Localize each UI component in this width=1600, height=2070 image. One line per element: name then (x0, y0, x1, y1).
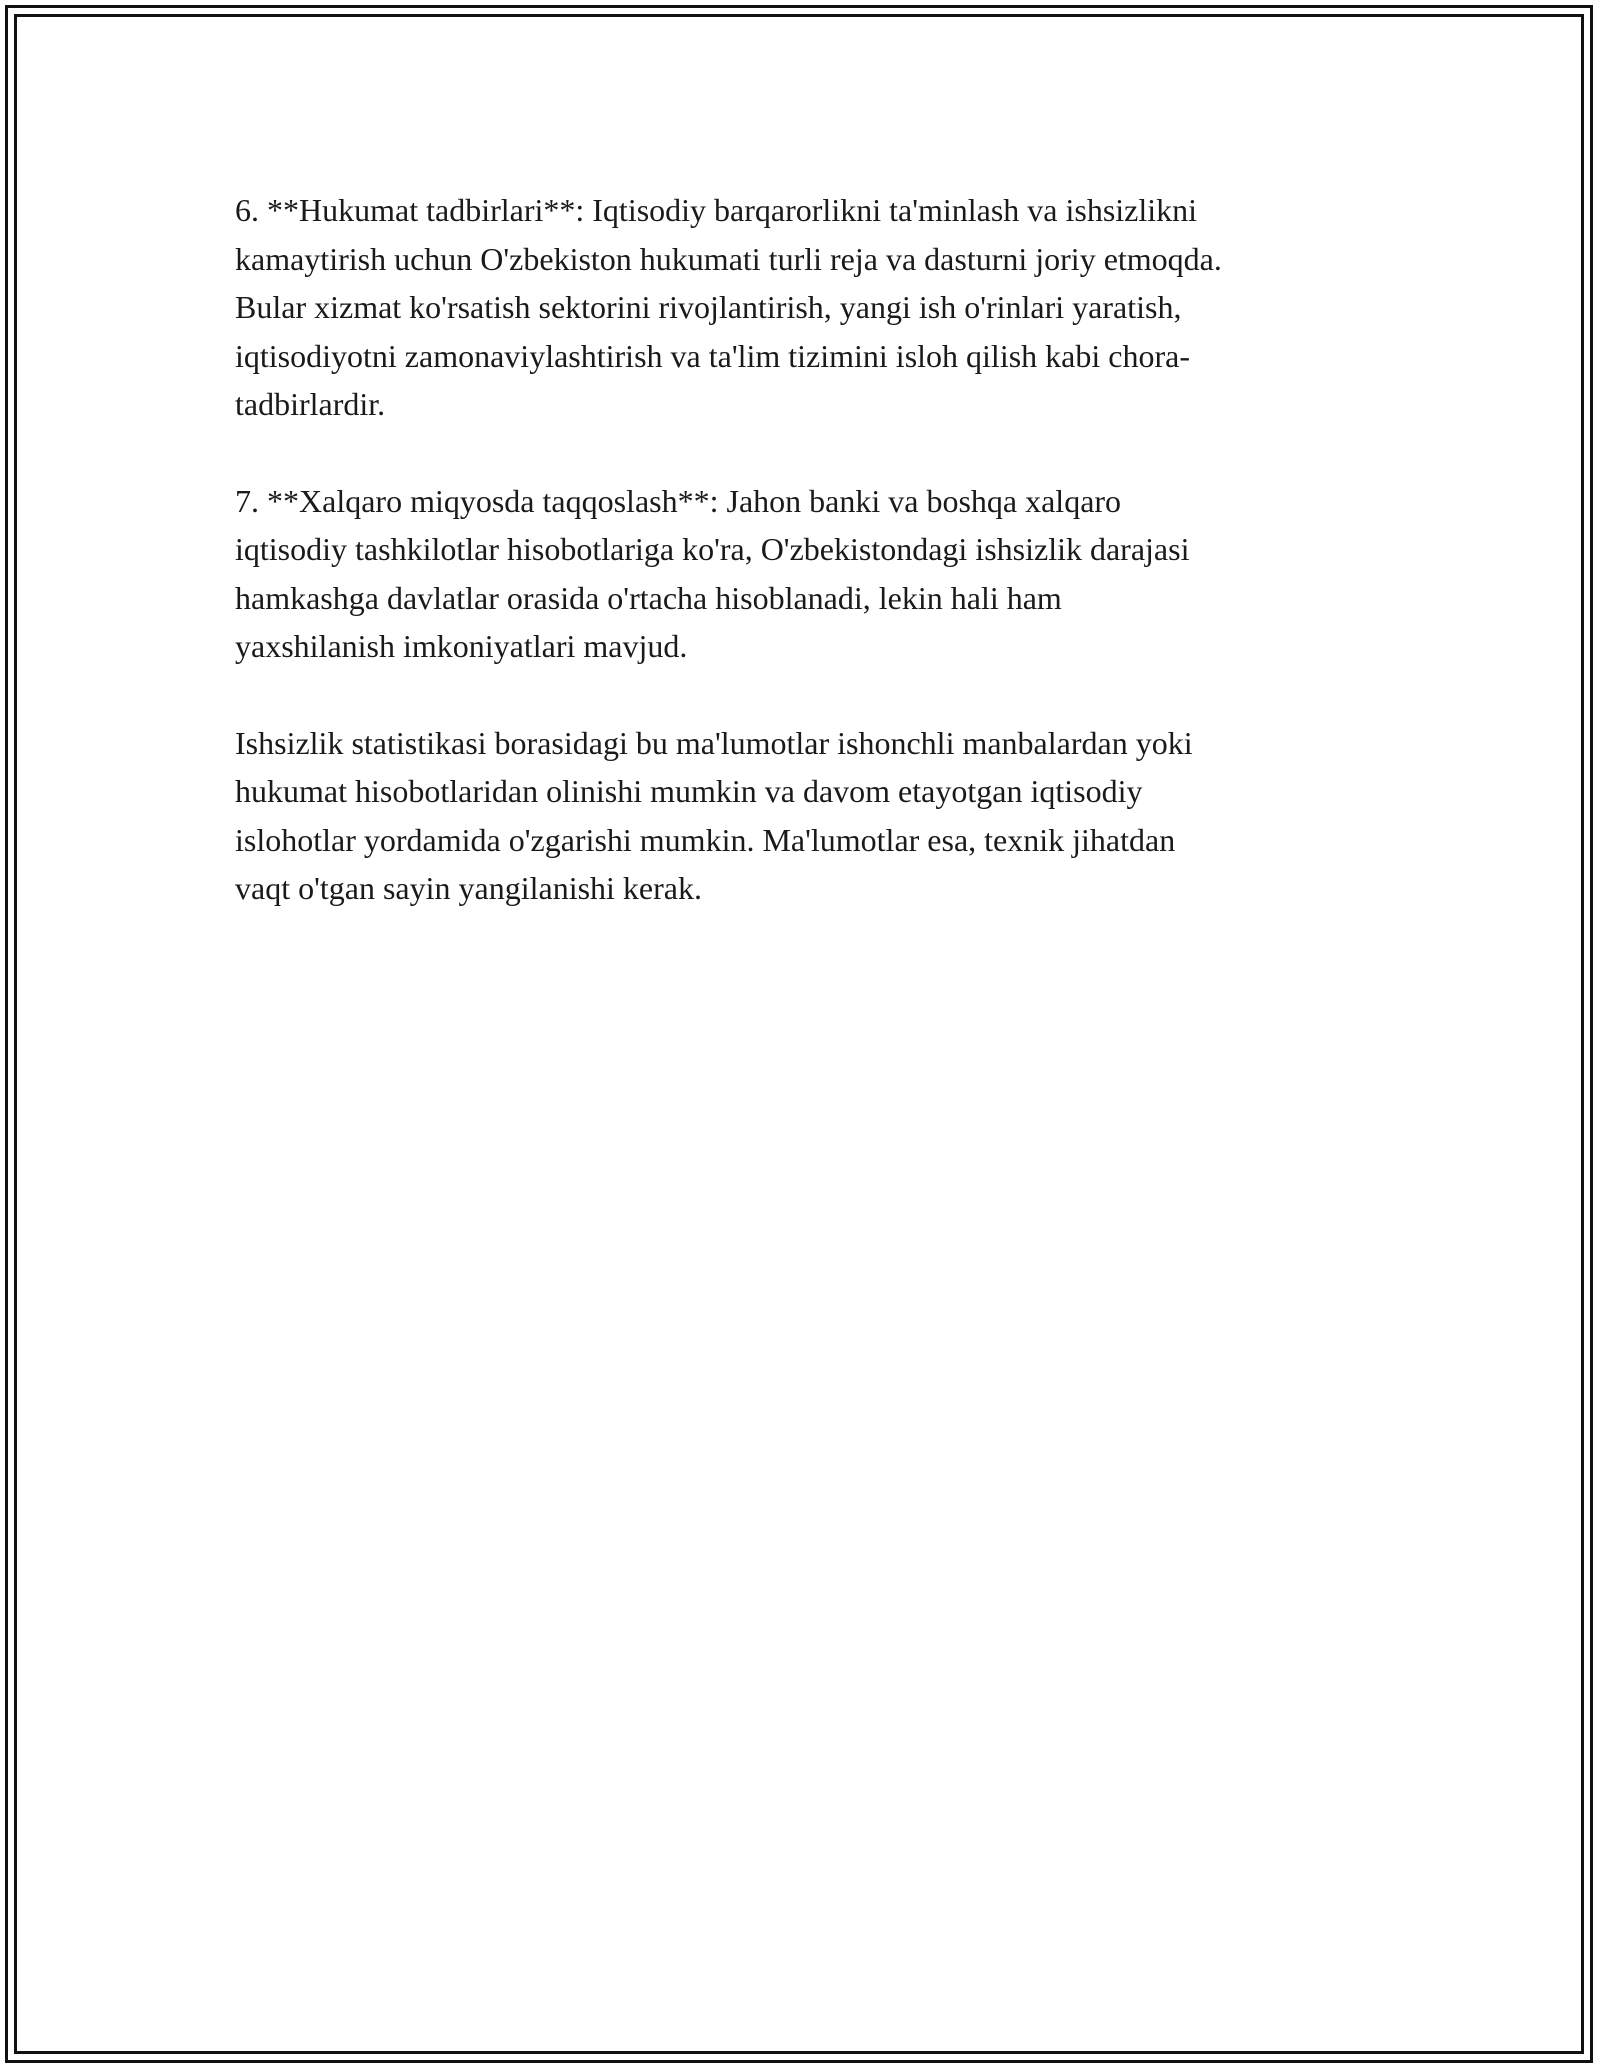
paragraph-statistics-note: Ishsizlik statistikasi borasidagi bu ma'lumotlar ishonchli manbalardan yoki hukumat hisobotlaridan olinishi mumkin va davom etayotgan iqtisodiy islohotlar yordamida o'zgarishi mumkin. Ma'lumotlar esa, texnik jihatdan vaqt o'tgan sayin yangilanishi kerak. (235, 724, 1193, 906)
paragraph-international-comparison: 7. **Xalqaro miqyosda taqqoslash**: Jahon banki va boshqa xalqaro iqtisodiy tashkilotlar hisobotlariga ko'ra, O'zbekistondagi ishsizlik darajasi hamkashga davlatlar orasida o'rtacha hisoblanadi, lekin hali ham yaxshilanish imkoniyatlari mavjud. (235, 482, 1190, 664)
document-body (235, 186, 1395, 961)
paragraph-government-measures: 6. **Hukumat tadbirlari**: Iqtisodiy barqarorlikni ta'minlash va ishsizlikni kamaytirish uchun O'zbekiston hukumati turli reja va dasturni joriy etmoqda. Bular xizmat ko'rsatish sektorini rivojlantirish, yangi ish o'rinlari yaratish, iqtisodiyotni zamonaviylashtirish va ta'lim tizimini isloh qilish kabi chora- tadbirlardir. (235, 192, 1222, 422)
